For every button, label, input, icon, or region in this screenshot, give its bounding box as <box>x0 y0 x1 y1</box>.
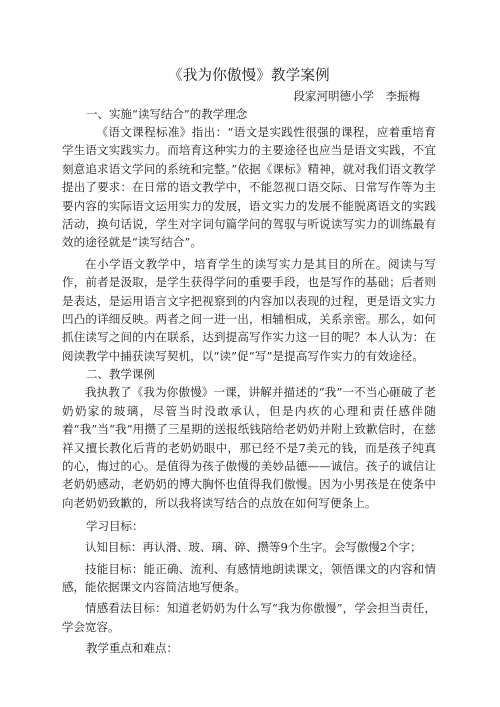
document-title: 《我为你傲慢》教学案例 <box>168 68 330 84</box>
goal-emotion: 情感看法目标：知道老奶奶为什么写“我为你傲慢”，学会担当责任，学会宽容。 <box>62 601 436 634</box>
goal-knowledge: 认知目标：再认滑、玻、璃、碎、攒等9个生字。会写傲慢2个字； <box>85 540 422 555</box>
paragraph-3: 我执教了《我为你傲慢》一课，讲解并描述的“我”一不当心砸破了老奶奶家的玻璃，尽管当时没敢承认，但是内疚的心理和责任感伴随着“我”当“我”用攒了三星期的送报纸钱陪给老奶奶并附上致歉信时，在慈祥又擅长教化后背的老奶奶眼中，那已经不是7美元的钱，而是孩子纯真的心，悔过的心。是值得为孩子傲慢的美妙品德——诚信。孩子的诚信让老奶奶感动，老奶奶的博大胸怀也值得我们傲慢。因为小男孩是在使条中向老奶奶致歉的，所以我将读写结合的点放在如何写便条上。 <box>62 385 436 510</box>
section-2-heading: 二、教学课例 <box>86 367 155 382</box>
document-page <box>62 66 436 657</box>
learning-goals-heading: 学习目标： <box>86 519 144 534</box>
focus-heading: 教学重点和难点： <box>86 641 178 656</box>
paragraph-2: 在小学语文教学中，培育学生的读写实力是其目的所在。阅读与写作，前者是汲取，是学生获得学问的重要手段，也是写作的基础；后者则是表达，是运用语言文字把视察到的内容加以表现的过程，更是语文实力凹凸的详细反映。两者之间一进一出，相辅相成，关系亲密。那么，如何抓住读写之间的内在联系，达到提高写作实力这一目的呢？本人认为：在阅读教学中捕获读写契机，以“读”促“写”是提高写作实力的有效途径。 <box>62 256 436 363</box>
author-line: 段家河明德小学 李振梅 <box>293 89 420 103</box>
section-1-heading: 一、实施“读写结合”的教学理念 <box>86 107 248 121</box>
paragraph-1: 《语文课程标准》指出：“语文是实践性很强的课程，应着重培育学生语文实践实力。而培育这种实力的主要途径也应当是语文实践，不宜刻意追求语文学问的系统和完整。”依据《课标》精神，就对我们语文教学提出了要求：在日常的语文教学中，不能忽视口语交际、日常写作等为主要内容的实际语文运用实力的发展，语文实力的发展不能脱离语文的实践活动，换句话说，学生对字词句篇学问的驾驭与听说读写实力的训练最有效的途径就是“读写结合”。 <box>62 125 436 250</box>
goal-skill: 技能目标：能正确、流利、有感情地朗读课文，领悟课文的内容和情感，能依据课文内容简洁地写便条。 <box>62 561 436 594</box>
